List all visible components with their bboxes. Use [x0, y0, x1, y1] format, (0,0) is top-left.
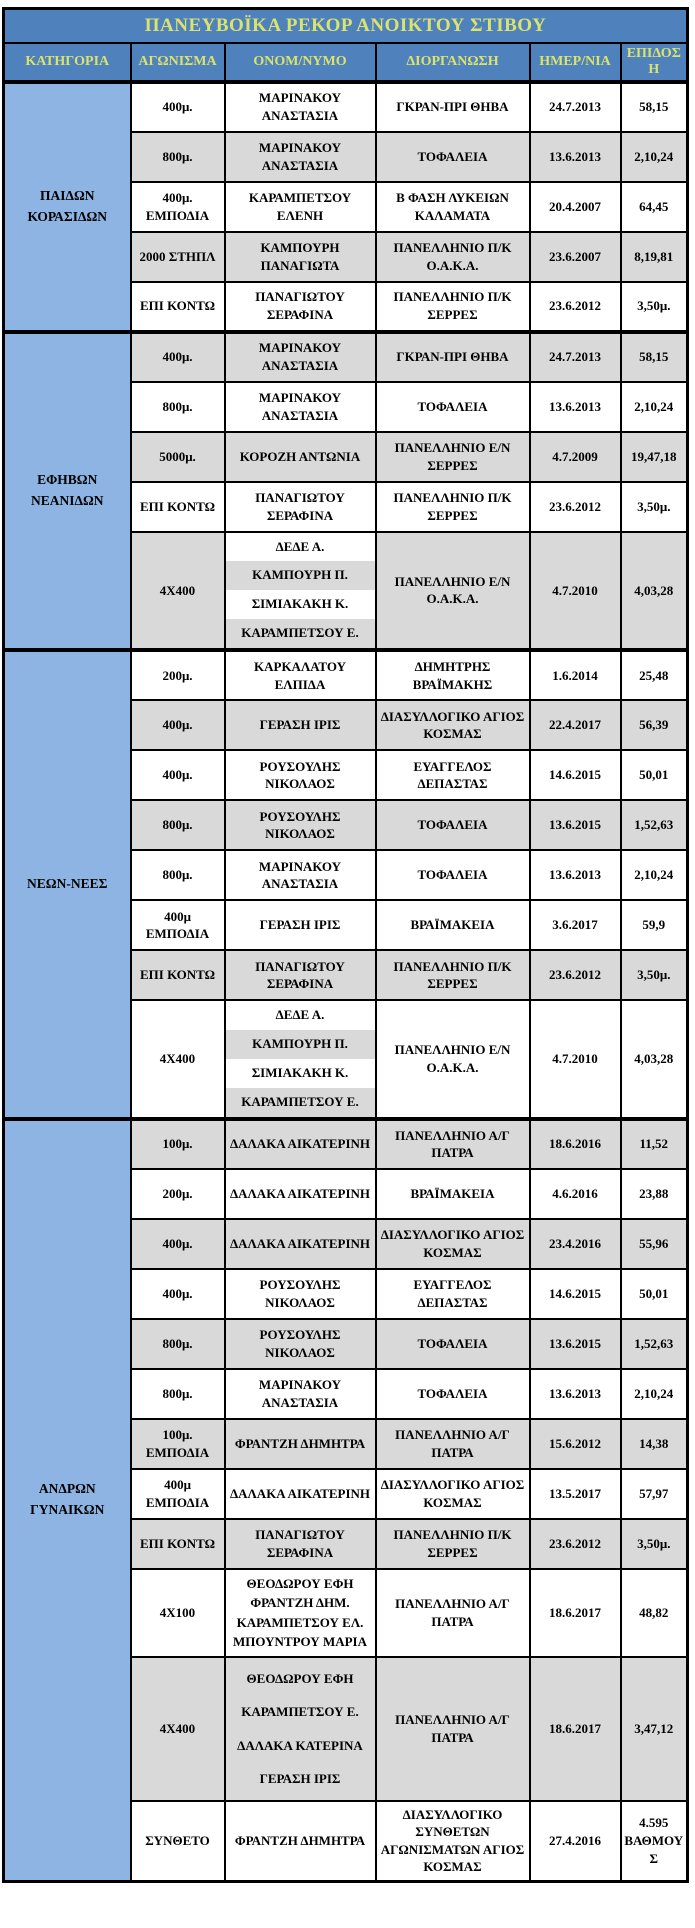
date-cell: 13.6.2013 [530, 132, 621, 182]
event-cell: 400μ. [131, 1219, 225, 1269]
meet-cell: ΠΑΝΕΛΛΗΝΙΟ Α/Γ ΠΑΤΡΑ [376, 1569, 530, 1657]
athlete-cell: ΓΕΡΑΣΗ ΙΡΙΣ [225, 700, 376, 750]
meet-cell: ΠΑΝΕΛΛΗΝΙΟ Π/Κ ΣΕΡΡΕΣ [376, 1519, 530, 1569]
relay-runner: ΘΕΟΔΩΡΟΥ ΕΦΗ [246, 1575, 354, 1591]
col-header-event: ΑΓΩΝΙΣΜΑ [131, 43, 225, 82]
meet-cell: Β ΦΑΣΗ ΛΥΚΕΙΩΝ ΚΑΛΑΜΑΤΑ [376, 182, 530, 232]
event-cell: 400μ. [131, 82, 225, 132]
date-cell: 13.6.2015 [530, 800, 621, 850]
meet-cell: ΓΚΡΑΝ-ΠΡΙ ΘΗΒΑ [376, 332, 530, 382]
date-cell: 20.4.2007 [530, 182, 621, 232]
record-cell: 50,01 [621, 750, 688, 800]
event-cell: 800μ. [131, 1369, 225, 1419]
record-cell: 50,01 [621, 1269, 688, 1319]
date-cell: 22.4.2017 [530, 700, 621, 750]
event-cell: 2000 ΣΤΗΠΛ [131, 232, 225, 282]
meet-cell: ΤΟΦΑΛΕΙΑ [376, 1369, 530, 1419]
relay-runner: ΦΡΑΝΤΖΗ ΔΗΜ. [250, 1595, 350, 1611]
event-cell: ΕΠΙ ΚΟΝΤΩ [131, 1519, 225, 1569]
relay-runner: ΚΑΡΑΜΠΕΤΣΟΥ Ε. [226, 1088, 375, 1117]
athlete-cell: ΜΑΡΙΝΑΚΟΥ ΑΝΑΣΤΑΣΙΑ [225, 132, 376, 182]
category-cell: ΝΕΩΝ-ΝΕΕΣ [4, 650, 131, 1119]
record-cell: 4,03,28 [621, 1000, 688, 1119]
date-cell: 23.6.2012 [530, 482, 621, 532]
relay-runner: ΔΕΔΕ Α. [226, 533, 375, 562]
event-cell: 400μ. [131, 1269, 225, 1319]
meet-cell: ΔΙΑΣΥΛΛΟΓΙΚΟ ΑΓΙΟΣ ΚΟΣΜΑΣ [376, 1469, 530, 1519]
record-cell: 59,9 [621, 900, 688, 950]
athlete-cell: ΡΟΥΣΟΥΛΗΣ ΝΙΚΟΛΑΟΣ [225, 1319, 376, 1369]
date-cell: 23.6.2007 [530, 232, 621, 282]
category-cell: ΕΦΗΒΩΝ ΝΕΑΝΙΔΩΝ [4, 332, 131, 651]
event-cell: 400μ. ΕΜΠΟΔΙΑ [131, 182, 225, 232]
relay-runner: ΓΕΡΑΣΗ ΙΡΙΣ [259, 1771, 341, 1787]
record-cell: 23,88 [621, 1169, 688, 1219]
date-cell: 4.6.2016 [530, 1169, 621, 1219]
date-cell: 24.7.2013 [530, 332, 621, 382]
meet-cell: ΔΙΑΣΥΛΛΟΓΙΚΟ ΑΓΙΟΣ ΚΟΣΜΑΣ [376, 1219, 530, 1269]
record-cell: 48,82 [621, 1569, 688, 1657]
athlete-cell [225, 1657, 376, 1801]
meet-cell: ΠΑΝΕΛΛΗΝΙΟ Π/Κ ΣΕΡΡΕΣ [376, 282, 530, 332]
date-cell: 4.7.2010 [530, 1000, 621, 1119]
relay-runner: ΚΑΜΠΟΥΡΗ Π. [226, 561, 375, 590]
athlete-cell: ΚΑΡΚΑΛΑΤΟΥ ΕΛΠΙΔΑ [225, 650, 376, 700]
athlete-cell: ΜΑΡΙΝΑΚΟΥ ΑΝΑΣΤΑΣΙΑ [225, 382, 376, 432]
date-cell: 18.6.2017 [530, 1569, 621, 1657]
meet-cell: ΤΟΦΑΛΕΙΑ [376, 850, 530, 900]
record-row [4, 332, 688, 382]
event-cell: 4X400 [131, 1657, 225, 1801]
meet-cell: ΠΑΝΕΛΛΗΝΙΟ Α/Γ ΠΑΤΡΑ [376, 1657, 530, 1801]
meet-cell: ΠΑΝΕΛΛΗΝΙΟ Π/Κ ΣΕΡΡΕΣ [376, 482, 530, 532]
record-row [4, 1119, 688, 1169]
relay-runner: ΚΑΡΑΜΠΕΤΣΟΥ Ε. [226, 619, 375, 648]
athlete-cell: ΠΑΝΑΓΙΩΤΟΥ ΣΕΡΑΦΙΝΑ [225, 482, 376, 532]
record-cell: 2,10,24 [621, 850, 688, 900]
event-cell: ΕΠΙ ΚΟΝΤΩ [131, 482, 225, 532]
date-cell: 1.6.2014 [530, 650, 621, 700]
relay-runner: ΚΑΡΑΜΠΕΤΣΟΥ Ε. [241, 1704, 359, 1720]
category-cell: ΑΝΔΡΩΝ ΓΥΝΑΙΚΩΝ [4, 1119, 131, 1881]
record-cell: 25,48 [621, 650, 688, 700]
event-cell: 800μ. [131, 382, 225, 432]
athlete-cell: ΓΕΡΑΣΗ ΙΡΙΣ [225, 900, 376, 950]
event-cell: ΣΥΝΘΕΤΟ [131, 1801, 225, 1881]
record-cell: 1,52,63 [621, 1319, 688, 1369]
event-cell: 800μ. [131, 1319, 225, 1369]
col-header-date: ΗΜΕΡ/ΝΙΑ [530, 43, 621, 82]
event-cell: 800μ. [131, 800, 225, 850]
relay-runner: ΔΑΛΑΚΑ ΚΑΤΕΡΙΝΑ [237, 1737, 363, 1753]
record-cell: 2,10,24 [621, 132, 688, 182]
date-cell: 4.7.2010 [530, 532, 621, 651]
meet-cell: ΠΑΝΕΛΛΗΝΙΟ Ε/Ν ΣΕΡΡΕΣ [376, 432, 530, 482]
athlete-cell: ΠΑΝΑΓΙΩΤΟΥ ΣΕΡΑΦΙΝΑ [225, 282, 376, 332]
meet-cell: ΕΥΑΓΓΕΛΟΣ ΔΕΠΑΣΤΑΣ [376, 1269, 530, 1319]
date-cell: 27.4.2016 [530, 1801, 621, 1881]
meet-cell: ΒΡΑΪΜΑΚΕΙΑ [376, 1169, 530, 1219]
relay-runner: ΔΕΔΕ Α. [226, 1001, 375, 1030]
record-cell: 58,15 [621, 332, 688, 382]
record-cell: 64,45 [621, 182, 688, 232]
meet-cell: ΤΟΦΑΛΕΙΑ [376, 1319, 530, 1369]
col-header-name: ΟΝΟΜ/ΝΥΜΟ [225, 43, 376, 82]
record-cell: 3,47,12 [621, 1657, 688, 1801]
meet-cell: ΕΥΑΓΓΕΛΟΣ ΔΕΠΑΣΤΑΣ [376, 750, 530, 800]
record-cell: 57,97 [621, 1469, 688, 1519]
record-cell: 3,50μ. [621, 950, 688, 1000]
record-cell: 3,50μ. [621, 482, 688, 532]
date-cell: 14.6.2015 [530, 1269, 621, 1319]
col-header-category: ΚΑΤΗΓΟΡΙΑ [4, 43, 131, 82]
athlete-cell: ΜΑΡΙΝΑΚΟΥ ΑΝΑΣΤΑΣΙΑ [225, 82, 376, 132]
athlete-cell: ΜΑΡΙΝΑΚΟΥ ΑΝΑΣΤΑΣΙΑ [225, 850, 376, 900]
meet-cell: ΠΑΝΕΛΛΗΝΙΟ Ε/Ν Ο.Α.Κ.Α. [376, 532, 530, 651]
athlete-cell: ΔΑΛΑΚΑ ΑΙΚΑΤΕΡΙΝΗ [225, 1119, 376, 1169]
date-cell: 13.6.2013 [530, 850, 621, 900]
athlete-cell: ΜΑΡΙΝΑΚΟΥ ΑΝΑΣΤΑΣΙΑ [225, 332, 376, 382]
meet-cell: ΒΡΑΪΜΑΚΕΙΑ [376, 900, 530, 950]
record-cell: 19,47,18 [621, 432, 688, 482]
date-cell: 13.6.2015 [530, 1319, 621, 1369]
record-cell: 3,50μ. [621, 282, 688, 332]
date-cell: 3.6.2017 [530, 900, 621, 950]
meet-cell: ΠΑΝΕΛΛΗΝΙΟ Α/Γ ΠΑΤΡΑ [376, 1119, 530, 1169]
record-row [4, 650, 688, 700]
relay-runner: ΚΑΜΠΟΥΡΗ Π. [226, 1030, 375, 1059]
athlete-cell: ΚΟΡΟΖΗ ΑΝΤΩΝΙΑ [225, 432, 376, 482]
athlete-cell: ΠΑΝΑΓΙΩΤΟΥ ΣΕΡΑΦΙΝΑ [225, 1519, 376, 1569]
date-cell: 13.6.2013 [530, 382, 621, 432]
meet-cell: ΤΟΦΑΛΕΙΑ [376, 382, 530, 432]
meet-cell: ΠΑΝΕΛΛΗΝΙΟ Π/Κ ΣΕΡΡΕΣ [376, 950, 530, 1000]
category-cell: ΠΑΙΔΩΝ ΚΟΡΑΣΙΔΩΝ [4, 82, 131, 332]
athlete-cell: ΡΟΥΣΟΥΛΗΣ ΝΙΚΟΛΑΟΣ [225, 1269, 376, 1319]
event-cell: 400μ ΕΜΠΟΔΙΑ [131, 1469, 225, 1519]
event-cell: ΕΠΙ ΚΟΝΤΩ [131, 282, 225, 332]
record-cell: 2,10,24 [621, 382, 688, 432]
athlete-cell: ΔΑΛΑΚΑ ΑΙΚΑΤΕΡΙΝΗ [225, 1469, 376, 1519]
col-header-record: ΕΠΙΔΟΣΗ [621, 43, 688, 82]
meet-cell: ΔΗΜΗΤΡΗΣ ΒΡΑΪΜΑΚΗΣ [376, 650, 530, 700]
relay-runner: ΚΑΡΑΜΠΕΤΣΟΥ ΕΛ. [236, 1614, 364, 1630]
event-cell: 200μ. [131, 650, 225, 700]
athlete-cell: ΦΡΑΝΤΖΗ ΔΗΜΗΤΡΑ [225, 1419, 376, 1469]
athlete-cell: ΜΑΡΙΝΑΚΟΥ ΑΝΑΣΤΑΣΙΑ [225, 1369, 376, 1419]
date-cell: 23.6.2012 [530, 950, 621, 1000]
col-header-organization: ΔΙΟΡΓΑΝΩΣΗ [376, 43, 530, 82]
event-cell: 100μ. ΕΜΠΟΔΙΑ [131, 1419, 225, 1469]
event-cell: 400μ ΕΜΠΟΔΙΑ [131, 900, 225, 950]
record-cell: 58,15 [621, 82, 688, 132]
event-cell: 4X400 [131, 532, 225, 651]
date-cell: 23.6.2012 [530, 282, 621, 332]
relay-runner: ΣΙΜΙΑΚΑΚΗ Κ. [226, 1059, 375, 1088]
record-cell: 55,96 [621, 1219, 688, 1269]
record-cell: 2,10,24 [621, 1369, 688, 1419]
date-cell: 18.6.2016 [530, 1119, 621, 1169]
meet-cell: ΠΑΝΕΛΛΗΝΙΟ Ε/Ν Ο.Α.Κ.Α. [376, 1000, 530, 1119]
record-cell: 4,03,28 [621, 532, 688, 651]
record-cell: 56,39 [621, 700, 688, 750]
meet-cell: ΔΙΑΣΥΛΛΟΓΙΚΟ ΑΓΙΟΣ ΚΟΣΜΑΣ [376, 700, 530, 750]
event-cell: 100μ. [131, 1119, 225, 1169]
date-cell: 15.6.2012 [530, 1419, 621, 1469]
event-cell: 400μ. [131, 700, 225, 750]
athlete-cell [225, 1569, 376, 1657]
event-cell: 800μ. [131, 132, 225, 182]
date-cell: 23.6.2012 [530, 1519, 621, 1569]
date-cell: 4.7.2009 [530, 432, 621, 482]
record-cell: 1,52,63 [621, 800, 688, 850]
record-cell: 14,38 [621, 1419, 688, 1469]
athlete-cell [225, 1000, 376, 1119]
event-cell: 4X100 [131, 1569, 225, 1657]
event-cell: 200μ. [131, 1169, 225, 1219]
title-row [4, 9, 688, 43]
meet-cell: ΓΚΡΑΝ-ΠΡΙ ΘΗΒΑ [376, 82, 530, 132]
athlete-cell: ΔΑΛΑΚΑ ΑΙΚΑΤΕΡΙΝΗ [225, 1219, 376, 1269]
meet-cell: ΤΟΦΑΛΕΙΑ [376, 800, 530, 850]
date-cell: 13.5.2017 [530, 1469, 621, 1519]
meet-cell: ΔΙΑΣΥΛΛΟΓΙΚΟ ΣΥΝΘΕΤΩΝ ΑΓΩΝΙΣΜΑΤΩΝ ΑΓΙΟΣ ΚΟΣΜΑΣ [376, 1801, 530, 1881]
date-cell: 18.6.2017 [530, 1657, 621, 1801]
date-cell: 13.6.2013 [530, 1369, 621, 1419]
record-row [4, 82, 688, 132]
event-cell: 4X400 [131, 1000, 225, 1119]
date-cell: 24.7.2013 [530, 82, 621, 132]
record-cell: 11,52 [621, 1119, 688, 1169]
athlete-cell: ΔΑΛΑΚΑ ΑΙΚΑΤΕΡΙΝΗ [225, 1169, 376, 1219]
page-title: ΠΑΝΕΥΒΟΪΚΑ ΡΕΚΟΡ ΑΝΟΙΚΤΟΥ ΣΤΙΒΟΥ [4, 9, 688, 43]
relay-runner: ΘΕΟΔΩΡΟΥ ΕΦΗ [246, 1670, 354, 1686]
athlete-cell: ΡΟΥΣΟΥΛΗΣ ΝΙΚΟΛΑΟΣ [225, 750, 376, 800]
athlete-cell: ΠΑΝΑΓΙΩΤΟΥ ΣΕΡΑΦΙΝΑ [225, 950, 376, 1000]
record-cell: 4.595 ΒΑΘΜΟΥΣ [621, 1801, 688, 1881]
athlete-cell: ΚΑΜΠΟΥΡΗ ΠΑΝΑΓΙΩΤΑ [225, 232, 376, 282]
meet-cell: ΠΑΝΕΛΛΗΝΙΟ Α/Γ ΠΑΤΡΑ [376, 1419, 530, 1469]
record-cell: 8,19,81 [621, 232, 688, 282]
event-cell: 800μ. [131, 850, 225, 900]
records-table [2, 7, 689, 1883]
record-cell: 3,50μ. [621, 1519, 688, 1569]
event-cell: 5000μ. [131, 432, 225, 482]
date-cell: 23.4.2016 [530, 1219, 621, 1269]
relay-runner: ΣΙΜΙΑΚΑΚΗ Κ. [226, 590, 375, 619]
event-cell: 400μ. [131, 750, 225, 800]
meet-cell: ΠΑΝΕΛΛΗΝΙΟ Π/Κ Ο.Α.Κ.Α. [376, 232, 530, 282]
athlete-cell: ΦΡΑΝΤΖΗ ΔΗΜΗΤΡΑ [225, 1801, 376, 1881]
date-cell: 14.6.2015 [530, 750, 621, 800]
relay-runner: ΜΠΟΥΝΤΡΟΥ ΜΑΡΙΑ [232, 1634, 367, 1650]
athlete-cell: ΚΑΡΑΜΠΕΤΣΟΥ ΕΛΕΝΗ [225, 182, 376, 232]
meet-cell: ΤΟΦΑΛΕΙΑ [376, 132, 530, 182]
event-cell: 400μ. [131, 332, 225, 382]
athlete-cell: ΡΟΥΣΟΥΛΗΣ ΝΙΚΟΛΑΟΣ [225, 800, 376, 850]
athlete-cell [225, 532, 376, 651]
column-header-row [4, 43, 688, 82]
event-cell: ΕΠΙ ΚΟΝΤΩ [131, 950, 225, 1000]
